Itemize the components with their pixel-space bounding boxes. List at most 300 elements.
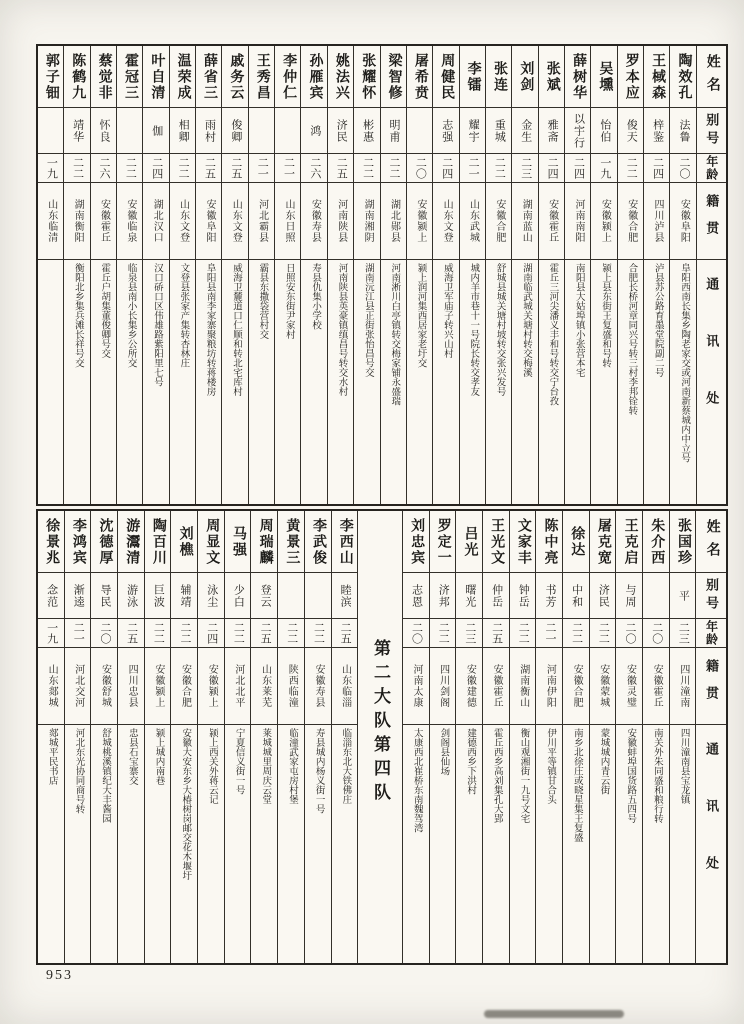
person-age: 二〇 (650, 622, 663, 644)
person-origin-cell (591, 183, 616, 260)
person-origin: 安徽霍丘 (651, 664, 663, 708)
person-column (222, 46, 248, 504)
person-alias: 仲岳 (490, 583, 503, 608)
person-alias-cell (249, 108, 274, 154)
person-alias-cell (65, 573, 91, 619)
person-address-cell (171, 725, 197, 963)
person-alias-cell (118, 573, 144, 619)
person-address-cell (590, 725, 616, 963)
person-age: 二二 (625, 157, 638, 179)
person-age: 二二 (232, 622, 245, 644)
person-age: 二五 (259, 622, 272, 644)
person-origin-cell (301, 183, 326, 260)
person-age: 二一 (467, 157, 480, 179)
person-origin: 山东日照 (283, 199, 295, 243)
person-name-cell (670, 46, 695, 108)
person-address: 合肥长桥河章同兴号转三村李邦铨转 (626, 263, 637, 415)
person-name-cell (590, 511, 616, 573)
person-address-cell (510, 725, 536, 963)
person-age: 二五 (490, 622, 503, 644)
person-address: 阜阳西南长集乡陶老家交或河南新蔡城内中立号 (679, 263, 690, 463)
person-address-cell (38, 260, 63, 504)
field-header-label: 别号 (704, 577, 720, 614)
person-alias-cell (616, 573, 642, 619)
person-age-cell (486, 154, 511, 183)
person-address: 南关外朱同盛和粮行转 (651, 728, 662, 823)
person-alias-cell (354, 108, 379, 154)
person-origin-cell (170, 183, 195, 260)
person-origin-cell (225, 648, 251, 725)
person-name: 张耀怀 (360, 52, 376, 101)
person-alias: 相卿 (177, 118, 190, 143)
person-column (643, 511, 670, 963)
person-name-cell (145, 511, 171, 573)
person-name: 薛树华 (571, 52, 587, 101)
person-age-cell (354, 154, 379, 183)
person-column (486, 46, 512, 504)
person-name-cell (456, 511, 482, 573)
person-column (332, 511, 359, 963)
person-name: 梁智修 (386, 52, 402, 101)
person-age: 二三 (677, 622, 690, 644)
person-origin: 河北霸县 (256, 199, 268, 243)
person-address-cell (145, 725, 171, 963)
person-origin: 安徽合肥 (493, 199, 505, 243)
person-name: 吕光 (462, 525, 478, 558)
person-name: 姚法兴 (333, 52, 349, 101)
field-header-label: 别号 (704, 112, 720, 149)
person-name-cell (65, 511, 91, 573)
person-name-cell (305, 511, 331, 573)
person-address-cell (644, 260, 669, 504)
person-origin: 安徽霍丘 (98, 199, 110, 243)
person-column (563, 511, 590, 963)
person-name-cell (328, 46, 353, 108)
person-alias-cell (643, 573, 669, 619)
person-alias: 渐逵 (72, 583, 85, 608)
person-address: 安徽大安东乡大椿树岗邮交花木堰圩 (180, 728, 191, 880)
person-age-cell (222, 154, 247, 183)
person-name: 刘剑 (518, 60, 534, 93)
person-address-cell (539, 260, 564, 504)
person-origin: 安徽颍上 (152, 664, 164, 708)
person-age-cell (430, 619, 456, 648)
person-origin: 安徽蒙城 (597, 664, 609, 708)
person-column (170, 46, 196, 504)
person-origin-cell (332, 648, 358, 725)
person-address: 舒城桃溪镇纪大丰酱园 (100, 728, 111, 823)
person-column (198, 511, 225, 963)
person-name: 陶百川 (150, 517, 166, 566)
person-column (118, 511, 145, 963)
person-name: 李仲仁 (281, 52, 297, 101)
person-alias-cell (670, 573, 696, 619)
person-address-cell (249, 260, 274, 504)
person-column (305, 511, 332, 963)
person-name: 刘忠宾 (409, 517, 425, 566)
person-origin-cell (278, 648, 304, 725)
person-name: 王秀昌 (254, 52, 270, 101)
person-origin: 安徽霍丘 (546, 199, 558, 243)
person-address: 河南淅川白亭镇转交梅家铺永盛瑞 (389, 263, 400, 406)
person-address-cell (91, 260, 116, 504)
person-address: 颍上西关外蒋云记 (206, 728, 217, 804)
person-column (64, 46, 90, 504)
field-header-label: 年龄 (704, 620, 719, 646)
person-name: 罗本应 (623, 52, 639, 101)
person-age: 二〇 (677, 157, 690, 179)
person-column (91, 46, 117, 504)
person-age: 二二 (177, 157, 190, 179)
person-age-cell (483, 619, 509, 648)
person-address-cell (170, 260, 195, 504)
person-origin-cell (433, 183, 458, 260)
person-address: 河北东光协同商号转 (73, 728, 84, 814)
person-alias: 靖华 (71, 118, 84, 143)
person-origin-cell (328, 183, 353, 260)
person-origin-cell (275, 183, 300, 260)
person-alias: 梓鉴 (651, 118, 664, 143)
person-alias-cell (460, 108, 485, 154)
person-age-cell (433, 154, 458, 183)
person-age: 二二 (124, 157, 137, 179)
person-column (430, 511, 457, 963)
person-age-cell (91, 619, 117, 648)
person-name: 周显文 (204, 517, 220, 566)
person-origin: 安徽阜阳 (203, 199, 215, 243)
person-address: 寿县城内杨义街一号 (313, 728, 324, 814)
person-alias-cell (563, 573, 589, 619)
person-origin-cell (222, 183, 247, 260)
person-name: 周健民 (439, 52, 455, 101)
person-address-cell (275, 260, 300, 504)
person-alias-cell (590, 573, 616, 619)
person-name-cell (512, 46, 537, 108)
person-origin: 山东文登 (177, 199, 189, 243)
person-alias: 导民 (98, 583, 111, 608)
person-origin: 四川泸县 (652, 199, 664, 243)
person-age-cell (536, 619, 562, 648)
person-address: 郯城平民书店 (46, 728, 57, 785)
person-alias: 辅靖 (179, 583, 192, 608)
person-age: 二二 (493, 157, 506, 179)
person-address: 莱城城里周庆云堂 (260, 728, 271, 804)
field-header-label: 籍贯 (704, 194, 720, 248)
person-name: 陈鹤九 (70, 52, 86, 101)
person-name-cell (143, 46, 168, 108)
person-age: 二四 (150, 157, 163, 179)
person-alias-cell (539, 108, 564, 154)
person-address-cell (618, 260, 643, 504)
person-origin: 河南陕县 (335, 199, 347, 243)
person-address-cell (563, 725, 589, 963)
person-origin-cell (565, 183, 590, 260)
person-name-cell (644, 46, 669, 108)
person-name-cell (403, 511, 429, 573)
person-column (196, 46, 222, 504)
person-name-cell (670, 511, 696, 573)
person-address: 剑阁县仙场 (438, 728, 449, 776)
person-age-cell (643, 619, 669, 648)
field-header-name (697, 46, 726, 108)
person-name: 薛省三 (202, 52, 218, 101)
person-name: 王棫森 (650, 52, 666, 101)
person-name-cell (249, 46, 274, 108)
person-name: 王光文 (489, 517, 505, 566)
person-origin: 山东武城 (467, 199, 479, 243)
header-column (697, 46, 726, 504)
person-alias-cell (510, 573, 536, 619)
person-address: 颍上润河集西居家老圩交 (415, 263, 426, 368)
person-origin: 安徽颍上 (414, 199, 426, 243)
person-origin: 安徽寿县 (312, 664, 324, 708)
person-name: 陈中亮 (542, 517, 558, 566)
person-name: 吴壎 (597, 60, 613, 93)
person-address: 临泉县南小长集乡公所交 (125, 263, 136, 368)
person-alias-cell (91, 573, 117, 619)
field-header-name (696, 511, 726, 573)
person-name-cell (196, 46, 221, 108)
person-address-cell (486, 260, 511, 504)
person-alias-cell (196, 108, 221, 154)
person-age: 二四 (546, 157, 559, 179)
person-column (117, 46, 143, 504)
person-name-cell (171, 511, 197, 573)
person-name: 马强 (230, 525, 246, 558)
person-column (171, 511, 198, 963)
person-name-cell (64, 46, 89, 108)
person-alias-cell (403, 573, 429, 619)
person-name: 霍冠三 (122, 52, 138, 101)
person-alias: 曙光 (463, 583, 476, 608)
person-column (354, 46, 380, 504)
person-age-cell (117, 154, 142, 183)
person-column (38, 511, 65, 963)
person-age: 二五 (229, 157, 242, 179)
person-age-cell (460, 154, 485, 183)
person-age-cell (644, 154, 669, 183)
person-address: 忠县石宝寨交 (126, 728, 137, 785)
person-origin-cell (536, 648, 562, 725)
person-alias: 与周 (624, 583, 636, 608)
person-address: 建德西乡下洪村 (465, 728, 476, 795)
person-address-cell (456, 725, 482, 963)
person-name-cell (483, 511, 509, 573)
person-alias: 睦滨 (339, 583, 352, 608)
roster-tables (36, 44, 728, 965)
person-name: 戚务云 (228, 52, 244, 101)
person-address-cell (483, 725, 509, 963)
roster-table-top (36, 44, 728, 506)
person-column (456, 511, 483, 963)
person-alias: 济民 (597, 583, 610, 608)
person-age: 二〇 (414, 157, 427, 179)
person-age: 二〇 (624, 622, 636, 644)
person-origin-cell (644, 183, 669, 260)
person-address-cell (301, 260, 326, 504)
person-origin-cell (618, 183, 643, 260)
person-origin-cell (539, 183, 564, 260)
person-column (145, 511, 172, 963)
person-address-cell (196, 260, 221, 504)
person-column (301, 46, 327, 504)
person-name: 张国珍 (675, 517, 691, 566)
person-name-cell (91, 46, 116, 108)
person-age-cell (145, 619, 171, 648)
person-origin: 山东郯城 (46, 664, 58, 708)
person-address: 南乡北徐庄或晓星集王复盛 (571, 728, 582, 842)
person-age-cell (381, 154, 406, 183)
person-alias-cell (225, 573, 251, 619)
person-column (381, 46, 407, 504)
person-origin-cell (249, 183, 274, 260)
person-origin-cell (483, 648, 509, 725)
person-age: 二二 (152, 622, 165, 644)
person-age: 二二 (570, 622, 583, 644)
person-age: 二三 (463, 622, 476, 644)
person-age-cell (38, 619, 64, 648)
person-column (143, 46, 169, 504)
person-origin-cell (563, 648, 589, 725)
person-address-cell (430, 725, 456, 963)
person-address-cell (643, 725, 669, 963)
person-name: 王克启 (622, 517, 638, 566)
person-origin-cell (403, 648, 429, 725)
person-address-cell (354, 260, 379, 504)
person-age: 二五 (125, 622, 138, 644)
person-name: 游灊清 (124, 517, 140, 566)
person-column (616, 511, 643, 963)
field-header-alias (696, 573, 726, 619)
person-name-cell (251, 511, 277, 573)
person-address-cell (512, 260, 537, 504)
person-column (275, 46, 301, 504)
person-address: 衡阳北乡集兵滩长祥号交 (72, 263, 83, 368)
person-age: 二五 (335, 157, 348, 179)
person-age-cell (170, 154, 195, 183)
person-column (407, 46, 433, 504)
person-alias: 雨村 (203, 118, 216, 143)
person-alias: 怡伯 (598, 118, 611, 143)
person-alias: 志强 (440, 118, 453, 143)
person-origin: 四川忠县 (126, 664, 138, 708)
person-alias-cell (486, 108, 511, 154)
person-age: 二六 (98, 157, 111, 179)
person-age-cell (563, 619, 589, 648)
person-address-cell (536, 725, 562, 963)
person-name-cell (486, 46, 511, 108)
person-alias-cell (670, 108, 695, 154)
person-origin: 四川剑阁 (437, 664, 449, 708)
person-origin-cell (64, 183, 89, 260)
person-origin: 湖南蓝山 (520, 199, 532, 243)
person-name: 徐景兆 (44, 517, 60, 566)
person-address-cell (198, 725, 224, 963)
person-age-cell (591, 154, 616, 183)
person-alias-cell (301, 108, 326, 154)
team-divider-column (358, 511, 403, 963)
person-name-cell (536, 511, 562, 573)
person-age: 二四 (205, 622, 218, 644)
person-age-cell (38, 154, 63, 183)
person-address-cell (670, 260, 695, 504)
person-age: 二二 (387, 157, 400, 179)
person-name-cell (301, 46, 326, 108)
person-age: 二四 (651, 157, 664, 179)
person-origin-cell (512, 183, 537, 260)
person-origin: 山东临清 (45, 199, 57, 243)
person-origin-cell (670, 183, 695, 260)
person-address: 四川潼南县宝龙镇 (678, 728, 689, 804)
person-age-cell (275, 154, 300, 183)
person-alias: 登云 (259, 583, 272, 608)
person-column (328, 46, 354, 504)
person-name-cell (38, 46, 63, 108)
person-age-cell (590, 619, 616, 648)
person-address: 南阳县大姑埠镇小张营本宅 (573, 263, 584, 377)
person-alias-cell (328, 108, 353, 154)
person-origin: 湖北郧县 (388, 199, 400, 243)
person-origin-cell (117, 183, 142, 260)
person-address: 蒙城城内青云街 (598, 728, 609, 795)
person-name: 李鸿宾 (70, 517, 86, 566)
person-age: 二四 (572, 157, 585, 179)
person-origin-cell (91, 648, 117, 725)
field-header-label: 年龄 (704, 155, 719, 181)
person-alias-cell (38, 108, 63, 154)
person-age-cell (278, 619, 304, 648)
field-header-address (696, 725, 726, 963)
person-age: 二二 (437, 622, 450, 644)
person-address-cell (381, 260, 406, 504)
person-name: 刘樵 (177, 525, 193, 558)
person-alias: 中和 (570, 583, 583, 608)
person-origin-cell (616, 648, 642, 725)
person-alias-cell (618, 108, 643, 154)
person-age-cell (618, 154, 643, 183)
person-column (65, 511, 92, 963)
person-column (225, 511, 252, 963)
person-origin-cell (251, 648, 277, 725)
person-origin: 安徽建德 (464, 664, 476, 708)
field-header-label: 姓名 (704, 518, 720, 565)
person-address-cell (225, 725, 251, 963)
person-address-cell (91, 725, 117, 963)
person-name-cell (591, 46, 616, 108)
person-age-cell (91, 154, 116, 183)
person-alias-cell (565, 108, 590, 154)
person-origin: 四川潼南 (677, 664, 689, 708)
person-alias-cell (143, 108, 168, 154)
person-address: 威海卫麓道口仁顺和转北宅库村 (231, 263, 242, 396)
field-header-origin (697, 183, 726, 260)
person-age-cell (249, 154, 274, 183)
person-alias: 重城 (493, 118, 506, 143)
person-age: 二〇 (98, 622, 111, 644)
person-name: 屠克宽 (595, 517, 611, 566)
person-origin: 湖南湘阴 (362, 199, 374, 243)
person-address: 安徽蚌埠国货路五四号 (625, 728, 636, 823)
person-origin: 湖南衡山 (517, 664, 529, 708)
person-address: 威海卫军庙子转兴山村 (441, 263, 452, 358)
person-alias-cell (381, 108, 406, 154)
person-address: 河南陕县英豪镇缜昌号转交水村 (336, 263, 347, 396)
person-name: 屠希贲 (412, 52, 428, 101)
person-origin: 湖北汉口 (151, 199, 163, 243)
person-address: 伊川平等镇甘合头 (545, 728, 556, 804)
person-age-cell (65, 619, 91, 648)
person-age-cell (539, 154, 564, 183)
